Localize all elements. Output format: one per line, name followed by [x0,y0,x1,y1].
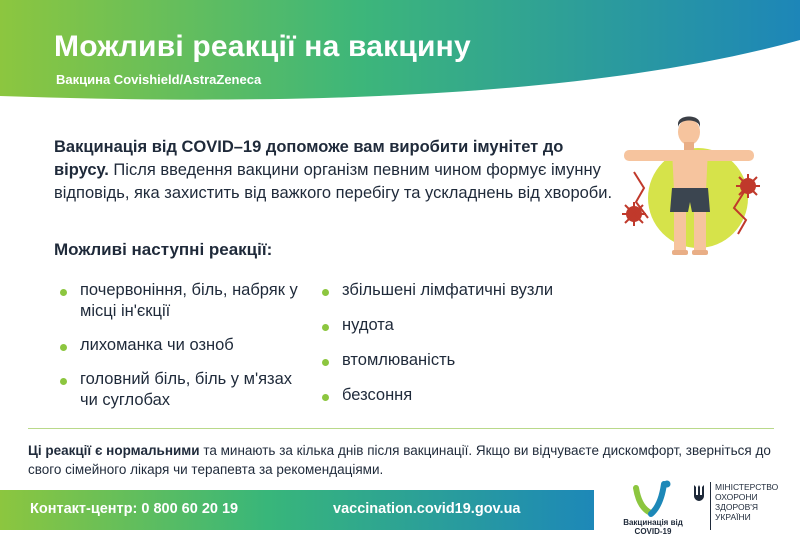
note-text: та минають за кілька днів після вакцинації. Якщо ви відчуваєте дискомфорт, зверніться до свого сімейного лікаря чи терапевта за рекомендаціями. [28,443,771,477]
person-illustration [612,110,782,260]
virus-icon [736,174,760,198]
page-title: Можливі реакції на вакцину [54,30,471,63]
vaccination-logo-text: Вакцинація від COVID-19 [623,518,683,536]
note-paragraph [28,441,778,479]
header-banner [0,0,800,110]
virus-icon [622,202,646,226]
ministry-separator [710,482,711,530]
intro-bold: Вакцинація від COVID–19 допоможе вам виробити імунітет до вірусу. [54,138,564,179]
page-subtitle: Вакцина Covishield/AstraZeneca [56,72,262,87]
note-bold: Ці реакції є нормальними [28,443,200,458]
intro-text: Після введення вакцини організм певним чином формує імунну відповідь, яка захистить від важкого перебігу та ускладнень від хвороби. [54,161,613,202]
contact-center[interactable]: Контакт-центр: 0 800 60 20 19 [30,501,239,517]
website-link[interactable]: vaccination.covid19.gov.ua [333,501,521,517]
list-item: безсоння [322,385,612,406]
ministry-name [715,482,795,522]
intro-paragraph [54,136,614,205]
ministry-line: МІНІСТЕРСТВО [715,482,779,492]
list-item: головний біль, біль у м'язах чи суглобах [60,369,310,411]
ministry-line: ОХОРОНИ [715,492,758,502]
reactions-list-left [60,280,310,424]
reactions-heading: Можливі наступні реакції: [54,240,273,259]
ministry-line: ЗДОРОВ'Я [715,502,759,512]
list-item: нудота [322,315,612,336]
footer-bar [0,490,594,530]
list-item: почервоніння, біль, набряк у місці ін'єкції [60,280,310,322]
list-item: втомлюваність [322,350,612,371]
list-item: збільшені лімфатичні вузли [322,280,612,301]
reactions-list-right [322,280,612,420]
trident-emblem [693,484,705,502]
divider [28,428,774,429]
list-item: лихоманка чи озноб [60,335,310,356]
ministry-line: УКРАЇНИ [715,512,751,522]
